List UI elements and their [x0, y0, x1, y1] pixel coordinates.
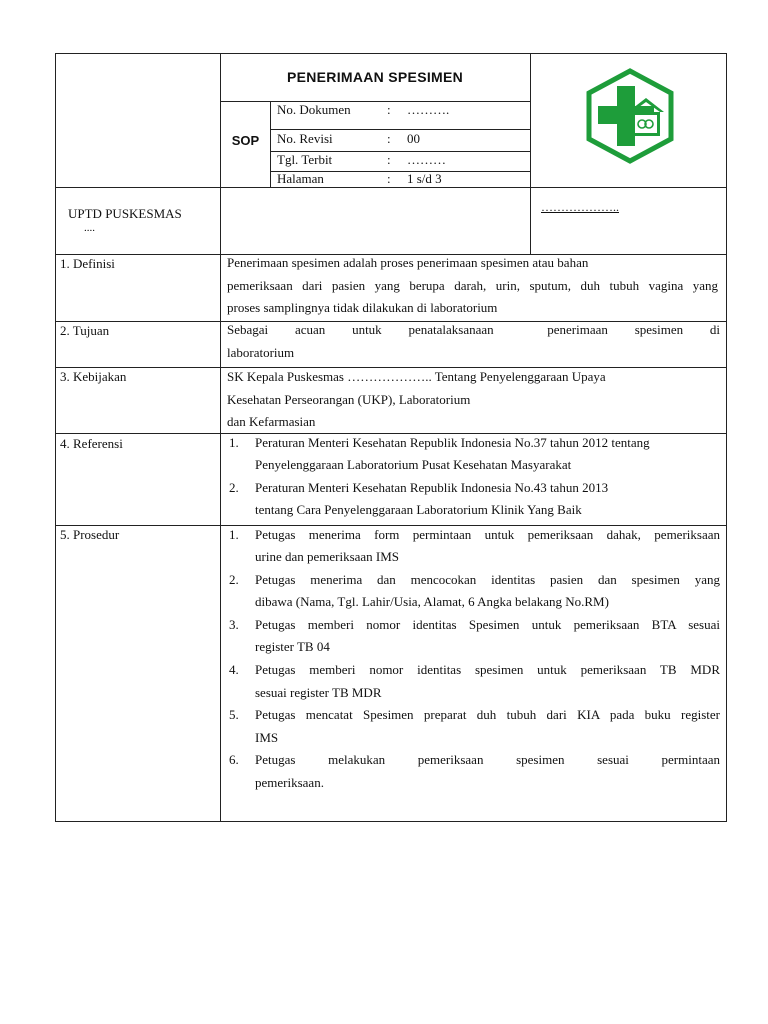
item-number: 2. [229, 572, 239, 588]
meta-sep: : [387, 102, 391, 117]
text-line: dan Kefarmasian [227, 414, 316, 429]
reference-list [224, 432, 720, 522]
section-content-definisi [227, 252, 718, 320]
organization-name: UPTD PUSKESMAS [68, 206, 182, 221]
document-title: PENERIMAAN SPESIMEN [286, 69, 464, 85]
text-line: Petugas memberi nomor identitas spesimen untuk pemeriksaan TB MDR [255, 662, 720, 678]
signature-placeholder: ……………….. [541, 200, 619, 214]
item-number: 3. [229, 617, 239, 633]
procedure-list [224, 524, 720, 794]
item-number: 2. [229, 480, 239, 496]
meta-label: Tgl. Terbit [277, 152, 333, 167]
list-item [224, 477, 720, 522]
section-label-definisi: 1. Definisi [60, 256, 115, 271]
item-number: 4. [229, 662, 239, 678]
item-number: 5. [229, 707, 239, 723]
text-line: proses samplingnya tidak dilakukan di laboratorium [227, 300, 498, 315]
meta-value: ………. [407, 102, 450, 117]
text-line: Petugas mencatat Spesimen preparat duh tubuh dari KIA pada buku register [255, 707, 720, 723]
list-item [224, 659, 720, 704]
item-number: 1. [229, 527, 239, 542]
meta-value: ……… [407, 152, 446, 167]
meta-value: 00 [407, 131, 420, 146]
text-line: urine dan pemeriksaan IMS [255, 549, 400, 565]
list-item [224, 704, 720, 749]
meta-row-document-number [277, 102, 527, 124]
text-line: Penyelenggaraan Laboratorium Pusat Kesehatan Masyarakat [255, 457, 572, 473]
text-line: Petugas menerima form permintaan untuk pemeriksaan dahak, pemeriksaan [255, 527, 720, 542]
text-line: IMS [255, 729, 279, 745]
meta-sep: : [387, 171, 391, 186]
section-label-prosedur: 5. Prosedur [60, 527, 120, 542]
text-line: laboratorium [227, 344, 295, 360]
section-label-referensi: 4. Referensi [60, 436, 123, 451]
list-item [224, 614, 720, 659]
list-item [224, 749, 720, 794]
meta-label: No. Dokumen [277, 102, 351, 117]
section-label-kebijakan: 3. Kebijakan [60, 369, 127, 384]
text-line: Petugas memberi nomor identitas Spesimen untuk pemeriksaan BTA sesuai [255, 617, 720, 633]
text-line: register TB 04 [255, 639, 330, 655]
item-number: 1. [229, 435, 239, 450]
text-line: Peraturan Menteri Kesehatan Republik Indonesia No.37 tahun 2012 tentang [255, 435, 650, 450]
list-item [224, 524, 720, 569]
item-number: 6. [229, 752, 239, 768]
text-line: Petugas melakukan pemeriksaan spesimen sesuai permintaan [255, 752, 720, 768]
text-line: sesuai register TB MDR [255, 684, 382, 700]
text-line: Kesehatan Perseorangan (UKP), Laboratorium [227, 391, 471, 407]
text-line: Peraturan Menteri Kesehatan Republik Indonesia No.43 tahun 2013 [255, 480, 609, 496]
text-line: dibawa (Nama, Tgl. Lahir/Usia, Alamat, 6 Angka belakang No.RM) [255, 594, 609, 610]
section-content-tujuan [227, 319, 720, 364]
meta-row-issue-date [277, 152, 527, 171]
text-line: Petugas menerima dan mencocokan identitas pasien dan spesimen yang [255, 572, 720, 588]
section-content-prosedur [224, 524, 720, 795]
organization-name-placeholder: .... [84, 222, 95, 234]
meta-value: 1 s/d 3 [407, 171, 442, 186]
text-line: tentang Cara Penyelenggaraan Laboratorium Klinik Yang Baik [255, 502, 582, 518]
list-item [224, 432, 720, 477]
puskesmas-logo [584, 68, 676, 164]
text-line: SK Kepala Puskesmas ……………….. Tentang Penyelenggaraan Upaya [227, 369, 606, 384]
sop-label: SOP [231, 133, 260, 148]
section-content-kebijakan [227, 366, 707, 434]
meta-sep: : [387, 131, 391, 146]
section-label-tujuan: 2. Tujuan [60, 323, 110, 338]
meta-label: Halaman [277, 171, 324, 186]
text-line: pemeriksaan dari pasien yang berupa darah, urin, sputum, duh tubuh vagina yang [227, 277, 718, 293]
list-item [224, 569, 720, 614]
meta-sep: : [387, 152, 391, 167]
meta-row-revision [277, 131, 527, 151]
text-line: Penerimaan spesimen adalah proses penerimaan spesimen atau bahan [227, 255, 589, 270]
text-line: pemeriksaan. [255, 774, 324, 790]
meta-label: No. Revisi [277, 131, 333, 146]
section-content-referensi [224, 432, 720, 522]
meta-row-page [277, 171, 527, 187]
text-line: Sebagai acuan untuk penatalaksanaan penerimaan spesimen di [227, 322, 720, 337]
